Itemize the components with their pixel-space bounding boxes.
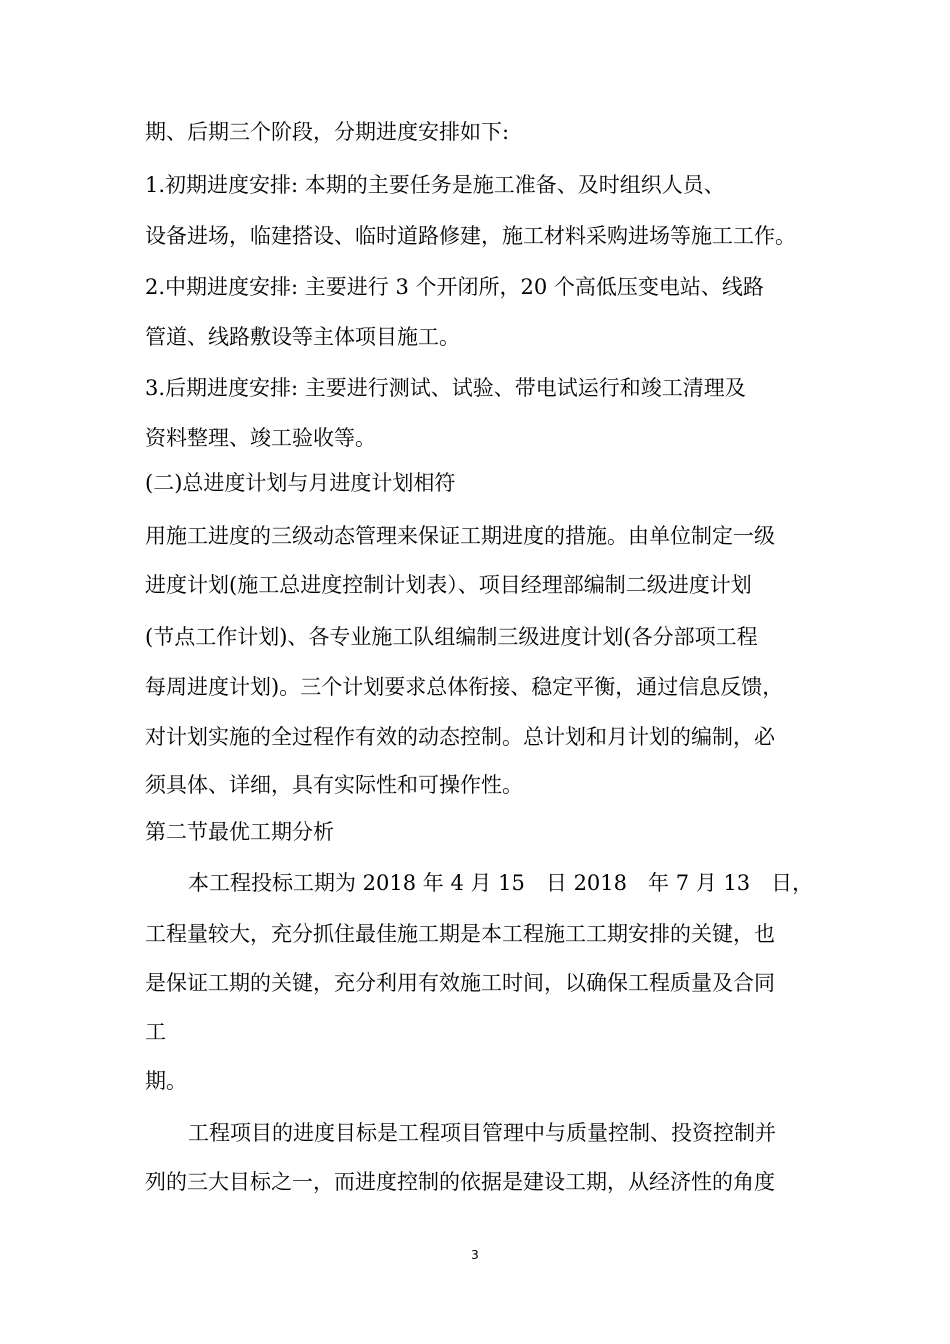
section-heading: 第二节最优工期分析 bbox=[145, 820, 334, 844]
text-line: 2.中期进度安排: 主要进行 3 个开闭所，20 个高低压变电站、线路 bbox=[145, 275, 764, 299]
text-line: 每周进度计划)。三个计划要求总体衔接、稳定平衡，通过信息反馈， bbox=[145, 675, 784, 699]
text-line: 期。 bbox=[145, 1069, 187, 1093]
text-line: 工 bbox=[145, 1020, 166, 1044]
text-line: 须具体、详细，具有实际性和可操作性。 bbox=[145, 773, 523, 797]
text-line: 设备进场，临建搭设、临时道路修建，施工材料采购进场等施工工作。 bbox=[145, 224, 796, 248]
text-line: 用施工进度的三级动态管理来保证工期进度的措施。由单位制定一级 bbox=[145, 524, 775, 548]
text-line: 工程项目的进度目标是工程项目管理中与质量控制、投资控制并 bbox=[188, 1121, 776, 1145]
text-line: 是保证工期的关键，充分利用有效施工时间，以确保工程质量及合同 bbox=[145, 971, 775, 995]
text-line: 工程量较大，充分抓住最佳施工期是本工程施工工期安排的关键，也 bbox=[145, 922, 775, 946]
text-line: 期、后期三个阶段，分期进度安排如下: bbox=[145, 120, 510, 144]
text-line: 进度计划(施工总进度控制计划表）、项目经理部编制二级进度计划 bbox=[145, 573, 752, 597]
text-line: 3.后期进度安排: 主要进行测试、试验、带电试运行和竣工清理及 bbox=[145, 376, 746, 400]
text-line: 1.初期进度安排: 本期的主要任务是施工准备、及时组织人员、 bbox=[145, 173, 725, 197]
page-number: 3 bbox=[471, 1248, 479, 1262]
text-line: (节点工作计划)、各专业施工队组编制三级进度计划(各分部项工程 bbox=[145, 625, 758, 649]
section-heading: (二)总进度计划与月进度计划相符 bbox=[145, 471, 456, 495]
text-line: 资料整理、竣工验收等。 bbox=[145, 426, 376, 450]
text-line: 对计划实施的全过程作有效的动态控制。总计划和月计划的编制，必 bbox=[145, 725, 775, 749]
text-line: 列的三大目标之一，而进度控制的依据是建设工期，从经济性的角度 bbox=[145, 1170, 775, 1194]
text-line: 管道、线路敷设等主体项目施工。 bbox=[145, 325, 460, 349]
text-line: 本工程投标工期为 2018 年 4 月 15 日 2018 年 7 月 13 日， bbox=[188, 871, 814, 895]
